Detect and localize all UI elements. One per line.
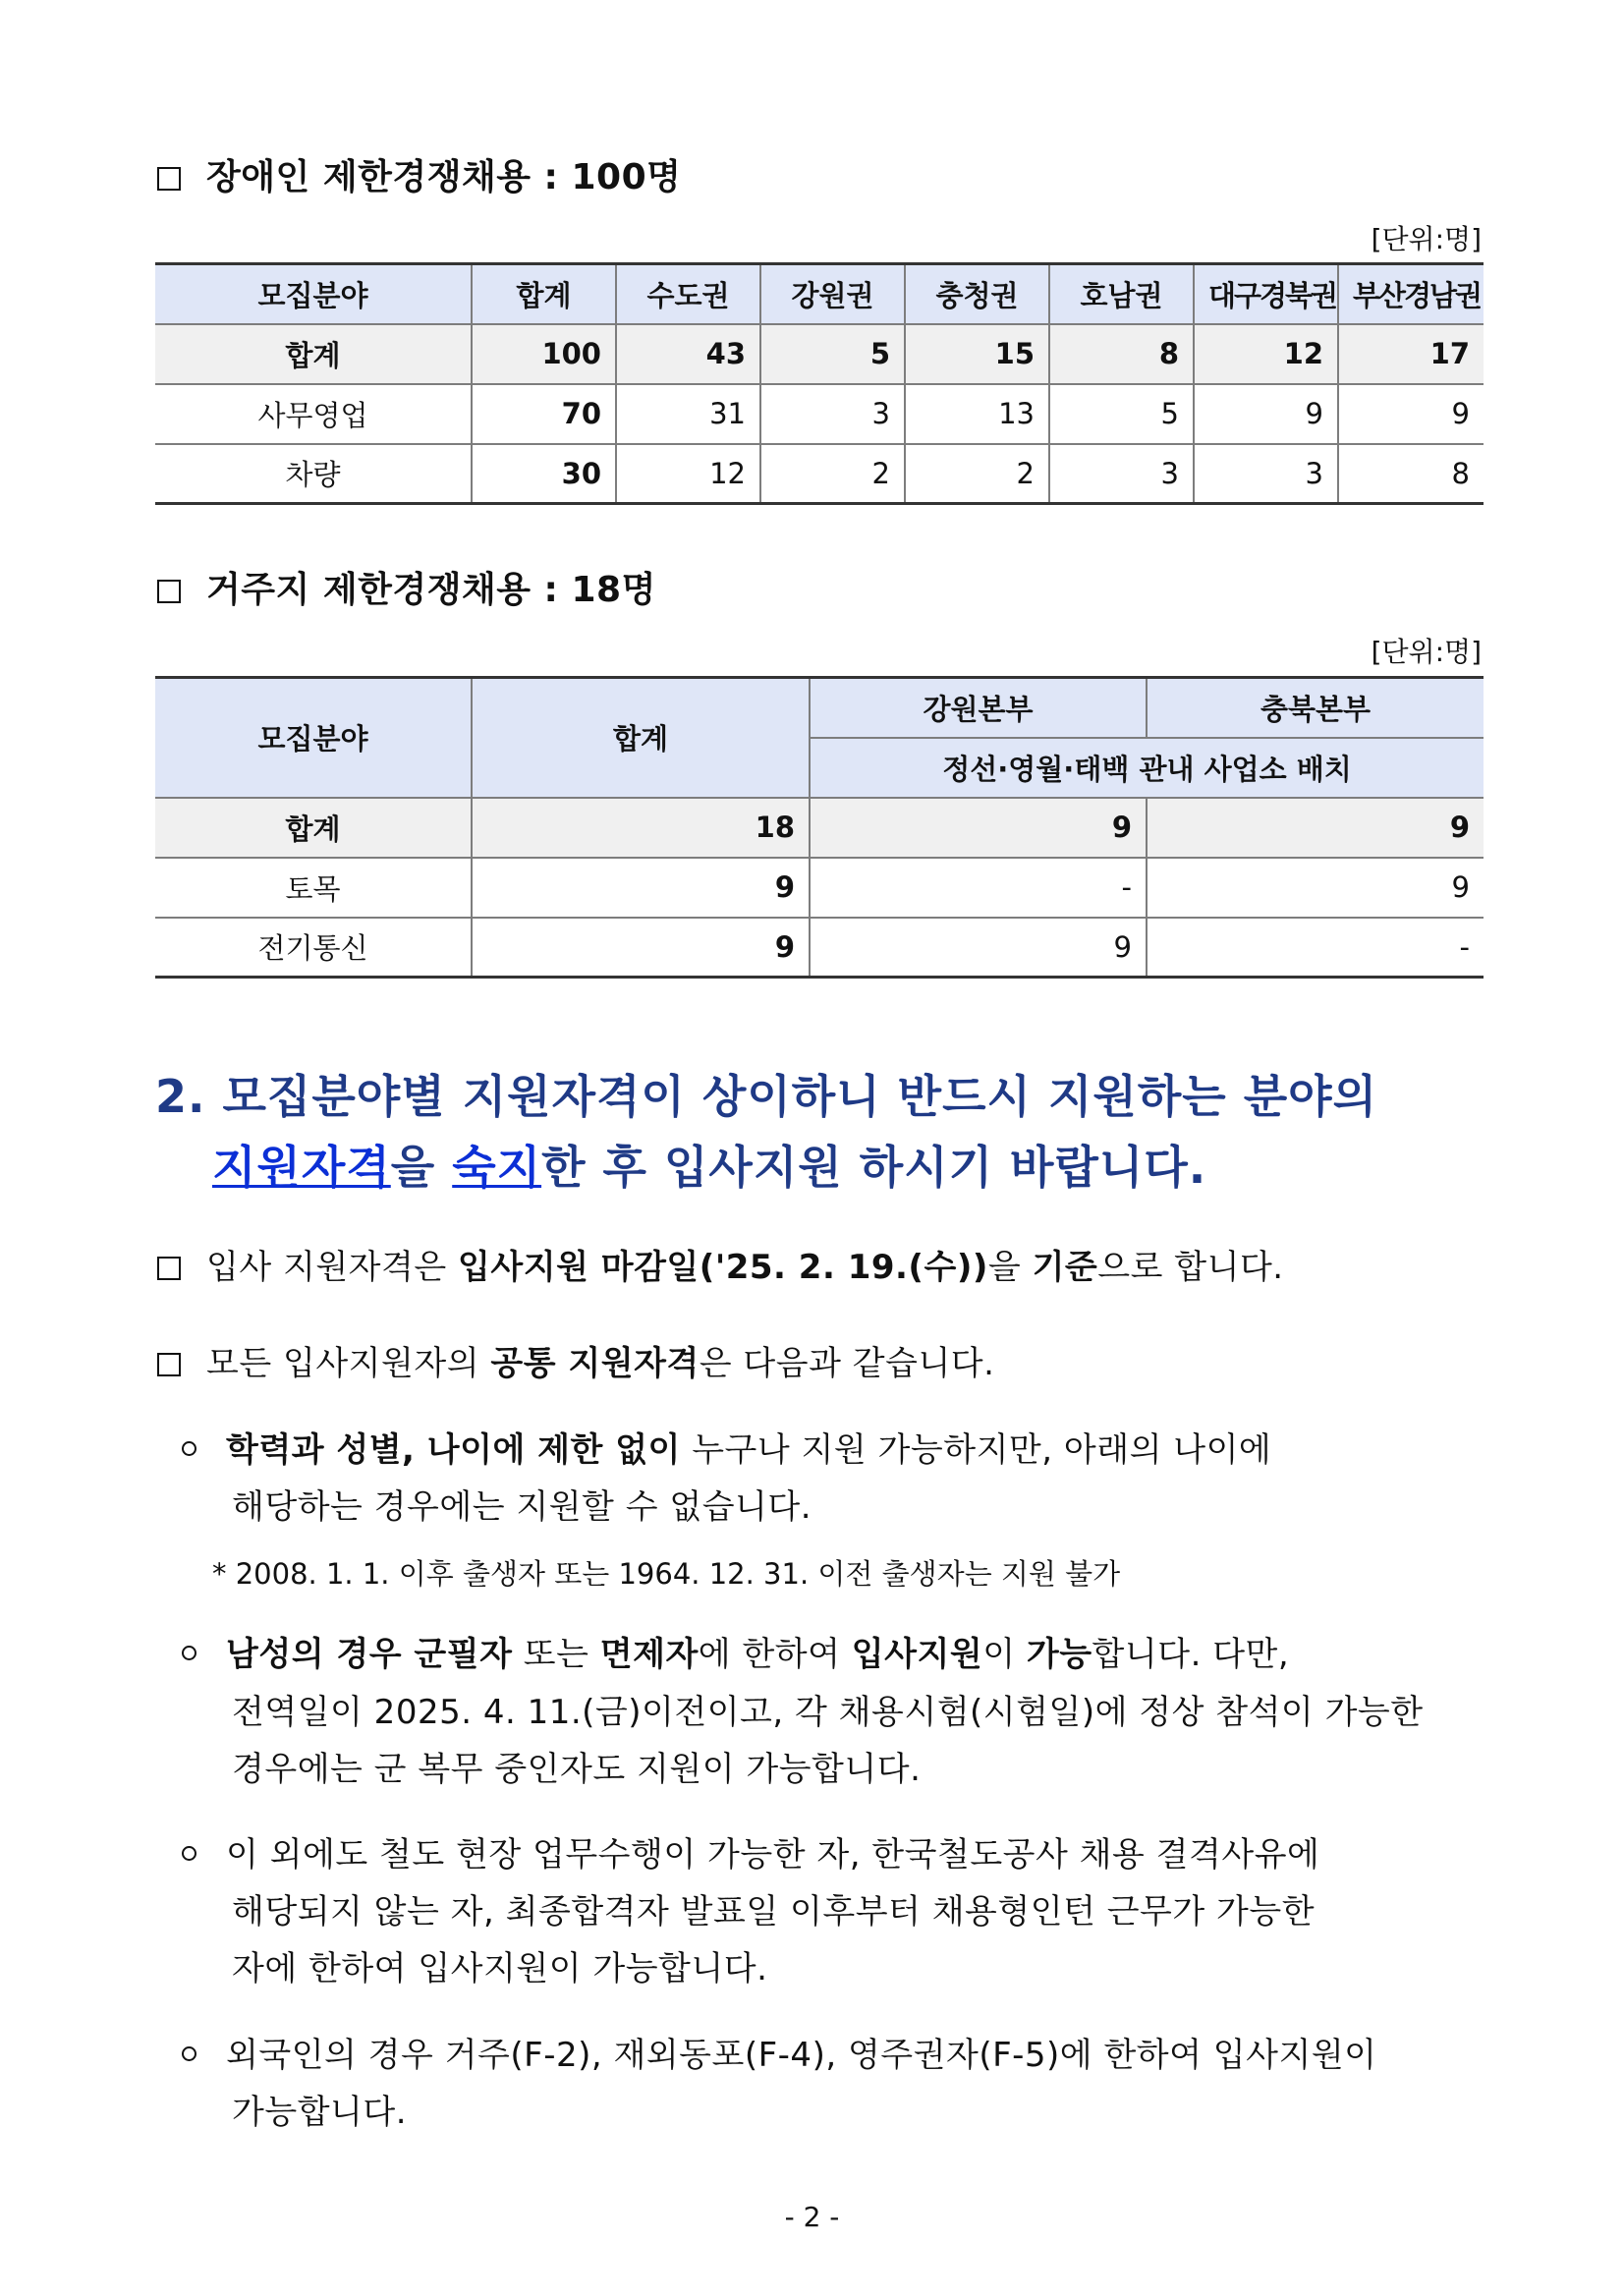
table-cell: 9: [1194, 384, 1338, 444]
checkbox-square-icon: [157, 580, 181, 603]
header-cell: 충청권: [905, 264, 1049, 324]
bullet-item-military: [182, 1627, 1289, 1675]
table-cell: 전기통신: [155, 918, 472, 978]
bold-text: 학력과 성별, 나이에 제한 없이: [226, 1430, 681, 1470]
text: 에 한하여: [698, 1635, 852, 1674]
table-cell: 3: [1049, 444, 1194, 504]
bold-text: 기준: [1032, 1248, 1098, 1287]
table-cell: 9: [1147, 798, 1484, 858]
checkbox-square-icon: [157, 167, 181, 191]
table-cell: 9: [1147, 858, 1484, 918]
text: 또는: [512, 1635, 600, 1674]
table-cell: 70: [472, 384, 616, 444]
table-cell: 합계: [155, 798, 472, 858]
heading-text: 한 후 입사지원 하시기 바랍니다.: [541, 1141, 1207, 1194]
header-cell: 충북본부: [1147, 678, 1484, 738]
paragraph-deadline: [157, 1240, 1284, 1288]
table-cell: 9: [472, 858, 810, 918]
text: 이 외에도 철도 현장 업무수행이 가능한 자, 한국철도공사 채용 결격사유에: [226, 1835, 1320, 1875]
text: 외국인의 경우 거주(F-2), 재외동포(F-4), 영주권자(F-5)에 한하여 입사지원이: [226, 2036, 1377, 2075]
header-cell: 부산경남권: [1338, 264, 1484, 324]
table-row: [155, 858, 1484, 918]
bold-text: 면제자: [599, 1635, 699, 1674]
bullet-item-age: [182, 1423, 1271, 1471]
table-cell: 2: [760, 444, 905, 504]
circle-bullet-icon: [182, 1646, 196, 1660]
text: 누구나 지원 가능하지만, 아래의 나이에: [680, 1430, 1272, 1470]
bullet-item-age-line2: 해당하는 경우에는 지원할 수 없습니다.: [232, 1487, 812, 1527]
header-cell: 호남권: [1049, 264, 1194, 324]
text: 을: [987, 1248, 1033, 1287]
bullet-item-military-line2: 전역일이 2025. 4. 11.(금)이전이고, 각 채용시험(시험일)에 정상 참석이 가능한: [232, 1693, 1424, 1732]
bullet-item-military-line3: 경우에는 군 복무 중인자도 지원이 가능합니다.: [232, 1750, 922, 1789]
emphasis-underline: 숙지: [452, 1141, 542, 1194]
header-cell: 모집분야: [155, 264, 472, 324]
table-cell: 13: [905, 384, 1049, 444]
table-cell: 9: [1338, 384, 1484, 444]
table-cell: 차량: [155, 444, 472, 504]
table-cell: 9: [810, 798, 1147, 858]
circle-bullet-icon: [182, 1441, 196, 1456]
header-cell: 수도권: [616, 264, 760, 324]
main-heading-line1: 2. 모집분야별 지원자격이 상이하니 반드시 지원하는 분야의: [155, 1070, 1378, 1123]
table-header-row: [155, 264, 1484, 324]
table-row: [155, 384, 1484, 444]
bullet-item-other-line2: 해당되지 않는 자, 최종합격자 발표일 이후부터 채용형인턴 근무가 가능한: [232, 1892, 1316, 1932]
age-note: * 2008. 1. 1. 이후 출생자 또는 1964. 12. 31. 이전 출생자는 지원 불가: [212, 1557, 1121, 1591]
table-cell: 12: [616, 444, 760, 504]
table-cell: 15: [905, 324, 1049, 384]
text: 모든 입사지원자의: [206, 1344, 491, 1383]
header-cell: 대구경북권: [1194, 264, 1338, 324]
unit-label: [단위:명]: [1371, 223, 1482, 255]
table-cell: 2: [905, 444, 1049, 504]
emphasis-underline: 지원자격: [212, 1141, 391, 1194]
text: 은 다음과 같습니다.: [699, 1344, 995, 1383]
table-cell: 사무영업: [155, 384, 472, 444]
bold-text: 입사지원: [851, 1635, 983, 1674]
checkbox-square-icon: [157, 1353, 181, 1376]
table-cell: 9: [472, 918, 810, 978]
residence-recruitment-table: [155, 676, 1484, 979]
table-cell: 17: [1338, 324, 1484, 384]
bullet-item-foreigner-line2: 가능합니다.: [232, 2093, 408, 2132]
table-cell: 31: [616, 384, 760, 444]
section-title: 장애인 제한경쟁채용 : 100명: [206, 157, 682, 197]
table-cell: 5: [1049, 384, 1194, 444]
bold-text: 가능: [1026, 1635, 1092, 1674]
table-cell: -: [1147, 918, 1484, 978]
text: 이: [982, 1635, 1027, 1674]
header-cell: 합계: [472, 678, 810, 798]
circle-bullet-icon: [182, 2046, 196, 2061]
section-heading-disabled: [157, 149, 681, 199]
table-row-total: [155, 324, 1484, 384]
table-row-total: [155, 798, 1484, 858]
bullet-item-other: [182, 1827, 1319, 1876]
text: 합니다. 다만,: [1092, 1635, 1290, 1674]
paragraph-common-qualifications: [157, 1336, 994, 1384]
bullet-item-other-line3: 자에 한하여 입사지원이 가능합니다.: [232, 1949, 768, 1988]
bold-text: 입사지원 마감일('25. 2. 19.(수)): [458, 1248, 988, 1287]
header-cell: 합계: [472, 264, 616, 324]
table-cell: 5: [760, 324, 905, 384]
table-cell: 100: [472, 324, 616, 384]
table-cell: 9: [810, 918, 1147, 978]
section-title: 거주지 제한경쟁채용 : 18명: [206, 570, 656, 610]
main-heading-line2: [212, 1132, 1206, 1197]
unit-label: [단위:명]: [1371, 636, 1482, 668]
table-cell: 12: [1194, 324, 1338, 384]
header-cell: 모집분야: [155, 678, 472, 798]
bullet-item-foreigner: [182, 2028, 1377, 2076]
table-cell: 토목: [155, 858, 472, 918]
text: 으로 합니다.: [1097, 1248, 1284, 1287]
bold-text: 공통 지원자격: [490, 1344, 700, 1383]
table-cell: 43: [616, 324, 760, 384]
bold-text: 남성의 경우 군필자: [226, 1635, 513, 1674]
table-row: [155, 918, 1484, 978]
table-cell: 3: [760, 384, 905, 444]
checkbox-square-icon: [157, 1257, 181, 1280]
table-header-row: [155, 678, 1484, 738]
table-cell: 합계: [155, 324, 472, 384]
text: 입사 지원자격은: [206, 1248, 459, 1287]
section-heading-residence: [157, 562, 656, 612]
subheader-cell: 정선·영월·태백 관내 사업소 배치: [810, 738, 1484, 798]
disabled-recruitment-table: [155, 262, 1484, 505]
header-cell: 강원권: [760, 264, 905, 324]
table-cell: 8: [1049, 324, 1194, 384]
circle-bullet-icon: [182, 1846, 196, 1861]
page-number: - 2 -: [784, 2201, 840, 2233]
heading-text: 을: [390, 1141, 453, 1194]
table-cell: -: [810, 858, 1147, 918]
table-cell: 3: [1194, 444, 1338, 504]
table-cell: 30: [472, 444, 616, 504]
header-cell: 강원본부: [810, 678, 1147, 738]
table-cell: 8: [1338, 444, 1484, 504]
table-row: [155, 444, 1484, 504]
table-cell: 18: [472, 798, 810, 858]
